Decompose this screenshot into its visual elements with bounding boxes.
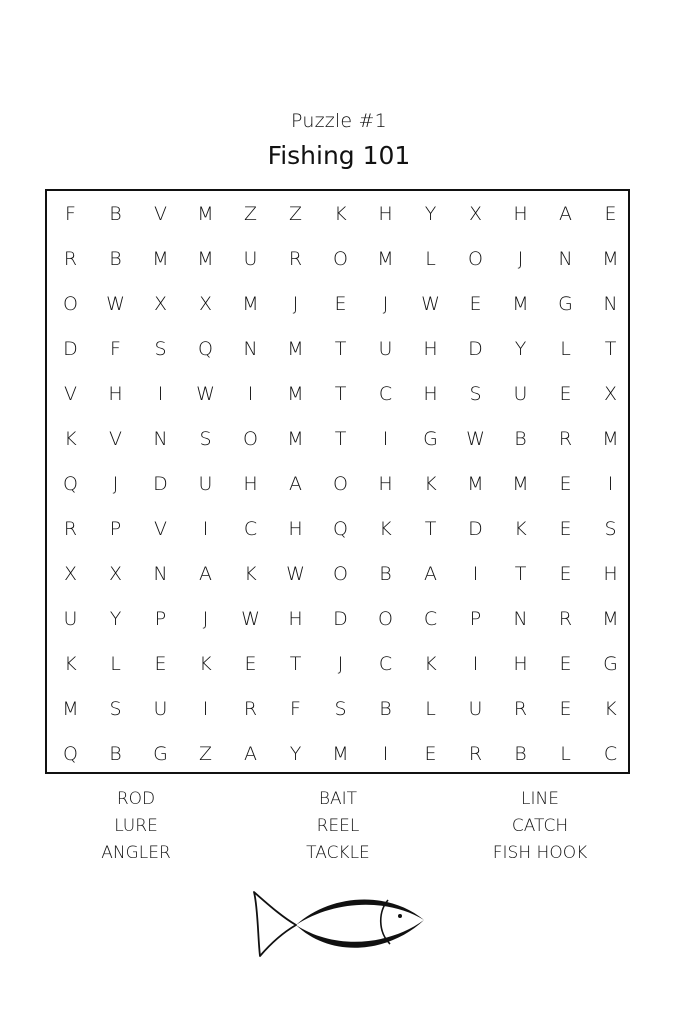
- word-list-item: TACKLE: [306, 843, 370, 863]
- grid-cell[interactable]: I: [472, 563, 479, 585]
- grid-cell[interactable]: Y: [424, 203, 437, 225]
- grid-cell[interactable]: U: [198, 473, 213, 495]
- grid-cell[interactable]: E: [559, 518, 572, 540]
- grid-cell[interactable]: G: [603, 653, 618, 675]
- grid-cell[interactable]: M: [377, 248, 394, 270]
- grid-cell[interactable]: M: [287, 428, 304, 450]
- grid-cell[interactable]: M: [332, 743, 349, 765]
- grid-cell[interactable]: R: [288, 248, 303, 270]
- grid-cell[interactable]: C: [378, 383, 393, 405]
- grid-cell[interactable]: E: [559, 473, 572, 495]
- grid-cell[interactable]: B: [379, 563, 392, 585]
- grid-cell[interactable]: E: [559, 653, 572, 675]
- grid-cell[interactable]: J: [382, 293, 389, 315]
- grid-cell[interactable]: I: [607, 473, 614, 495]
- grid-cell[interactable]: I: [247, 383, 254, 405]
- grid-cell[interactable]: G: [423, 428, 438, 450]
- grid-cell[interactable]: F: [65, 203, 76, 225]
- grid-cell[interactable]: P: [154, 608, 167, 630]
- grid-cell[interactable]: M: [602, 608, 619, 630]
- grid-cell[interactable]: E: [469, 293, 482, 315]
- grid-cell[interactable]: M: [242, 293, 259, 315]
- grid-cell[interactable]: O: [378, 608, 393, 630]
- grid-cell[interactable]: U: [243, 248, 258, 270]
- grid-cell[interactable]: J: [112, 473, 119, 495]
- grid-cell[interactable]: M: [287, 338, 304, 360]
- grid-cell[interactable]: X: [63, 563, 78, 585]
- grid-cell[interactable]: N: [243, 338, 258, 360]
- grid-cell[interactable]: J: [202, 608, 209, 630]
- grid-cell[interactable]: D: [468, 518, 483, 540]
- grid-cell[interactable]: D: [333, 608, 348, 630]
- grid-cell[interactable]: S: [604, 518, 617, 540]
- grid-cell[interactable]: N: [558, 248, 573, 270]
- grid-cell[interactable]: A: [199, 563, 212, 585]
- grid-cell[interactable]: M: [152, 248, 169, 270]
- grid-cell[interactable]: D: [63, 338, 78, 360]
- grid-cell[interactable]: E: [424, 743, 437, 765]
- grid-cell[interactable]: N: [603, 293, 618, 315]
- grid-cell[interactable]: E: [559, 563, 572, 585]
- word-list-item: ANGLER: [101, 843, 171, 863]
- grid-cell[interactable]: N: [513, 608, 528, 630]
- grid-cell[interactable]: I: [157, 383, 164, 405]
- grid-cell[interactable]: M: [197, 203, 214, 225]
- grid-cell[interactable]: Y: [514, 338, 527, 360]
- grid-cell[interactable]: Z: [288, 203, 303, 225]
- puzzle-number: Puzzle #1: [291, 110, 387, 132]
- grid-cell[interactable]: O: [333, 563, 348, 585]
- grid-cell[interactable]: H: [288, 518, 303, 540]
- grid-cell[interactable]: I: [382, 428, 389, 450]
- puzzle-title: Fishing 101: [267, 141, 411, 170]
- grid-cell[interactable]: O: [333, 473, 348, 495]
- grid-cell[interactable]: B: [379, 698, 392, 720]
- grid-cell[interactable]: H: [603, 563, 618, 585]
- grid-cell[interactable]: X: [468, 203, 483, 225]
- grid-cell[interactable]: R: [513, 698, 528, 720]
- grid-cell[interactable]: Q: [63, 473, 78, 495]
- grid-cell[interactable]: H: [288, 608, 303, 630]
- grid-cell[interactable]: Y: [109, 608, 122, 630]
- grid-cell[interactable]: G: [153, 743, 168, 765]
- grid-cell[interactable]: B: [109, 743, 122, 765]
- fish-icon: [250, 888, 430, 960]
- grid-cell[interactable]: H: [423, 383, 438, 405]
- grid-cell[interactable]: W: [286, 563, 305, 585]
- grid-cell[interactable]: F: [290, 698, 301, 720]
- grid-cell[interactable]: H: [243, 473, 258, 495]
- grid-cell[interactable]: T: [424, 518, 437, 540]
- grid-cell[interactable]: G: [558, 293, 573, 315]
- grid-cell[interactable]: W: [241, 608, 260, 630]
- grid-cell[interactable]: N: [153, 428, 168, 450]
- word-list-item: LINE: [521, 789, 559, 809]
- word-list-item: BAIT: [318, 789, 358, 809]
- grid-cell[interactable]: E: [154, 653, 167, 675]
- grid-cell[interactable]: B: [109, 248, 122, 270]
- grid-cell[interactable]: K: [424, 473, 437, 495]
- grid-cell[interactable]: R: [558, 608, 573, 630]
- grid-cell[interactable]: B: [109, 203, 122, 225]
- grid-cell[interactable]: Z: [198, 743, 213, 765]
- letter-grid: [45, 189, 630, 774]
- grid-cell[interactable]: U: [468, 698, 483, 720]
- grid-cell[interactable]: C: [423, 608, 438, 630]
- grid-cell[interactable]: M: [602, 248, 619, 270]
- grid-cell[interactable]: P: [109, 518, 122, 540]
- grid-cell[interactable]: I: [202, 698, 209, 720]
- grid-cell[interactable]: E: [604, 203, 617, 225]
- grid-cell[interactable]: P: [469, 608, 482, 630]
- grid-cell[interactable]: I: [382, 743, 389, 765]
- grid-cell[interactable]: M: [512, 293, 529, 315]
- grid-cell[interactable]: X: [153, 293, 168, 315]
- grid-cell[interactable]: R: [243, 698, 258, 720]
- grid-cell[interactable]: S: [469, 383, 482, 405]
- grid-cell[interactable]: Q: [198, 338, 213, 360]
- word-list-item: REEL: [316, 816, 360, 836]
- grid-cell[interactable]: E: [559, 698, 572, 720]
- grid-cell[interactable]: A: [289, 473, 302, 495]
- word-list-item: LURE: [114, 816, 158, 836]
- grid-cell[interactable]: S: [334, 698, 347, 720]
- grid-cell[interactable]: H: [513, 203, 528, 225]
- word-list-item: CATCH: [511, 816, 569, 836]
- grid-cell[interactable]: S: [109, 698, 122, 720]
- grid-cell[interactable]: J: [292, 293, 299, 315]
- grid-cell[interactable]: I: [472, 653, 479, 675]
- grid-cell[interactable]: O: [63, 293, 78, 315]
- grid-cell[interactable]: H: [378, 203, 393, 225]
- grid-cell[interactable]: L: [425, 248, 436, 270]
- grid-cell[interactable]: K: [64, 428, 77, 450]
- grid-cell[interactable]: W: [196, 383, 215, 405]
- grid-cell[interactable]: T: [604, 338, 617, 360]
- grid-cell[interactable]: J: [337, 653, 344, 675]
- grid-cell[interactable]: K: [379, 518, 392, 540]
- grid-cell[interactable]: R: [558, 428, 573, 450]
- grid-cell[interactable]: F: [110, 338, 121, 360]
- grid-cell[interactable]: O: [468, 248, 483, 270]
- grid-cell[interactable]: A: [244, 743, 257, 765]
- grid-cell[interactable]: S: [199, 428, 212, 450]
- grid-cell[interactable]: V: [154, 518, 167, 540]
- grid-cell[interactable]: M: [287, 383, 304, 405]
- grid-cell[interactable]: V: [64, 383, 77, 405]
- grid-cell[interactable]: L: [560, 338, 571, 360]
- grid-cell[interactable]: O: [243, 428, 258, 450]
- grid-cell[interactable]: V: [154, 203, 167, 225]
- grid-cell[interactable]: M: [197, 248, 214, 270]
- grid-cell[interactable]: C: [378, 653, 393, 675]
- grid-cell[interactable]: Y: [289, 743, 302, 765]
- grid-cell[interactable]: K: [424, 653, 437, 675]
- grid-cell[interactable]: H: [378, 473, 393, 495]
- grid-cell[interactable]: R: [468, 743, 483, 765]
- grid-cell[interactable]: W: [466, 428, 485, 450]
- grid-cell[interactable]: H: [423, 338, 438, 360]
- grid-cell[interactable]: R: [63, 248, 78, 270]
- grid-cell[interactable]: W: [106, 293, 125, 315]
- grid-cell[interactable]: C: [243, 518, 258, 540]
- grid-cell[interactable]: D: [468, 338, 483, 360]
- grid-cell[interactable]: H: [513, 653, 528, 675]
- grid-cell[interactable]: T: [289, 653, 302, 675]
- grid-cell[interactable]: K: [604, 698, 617, 720]
- grid-cell[interactable]: I: [202, 518, 209, 540]
- grid-cell[interactable]: K: [244, 563, 257, 585]
- grid-cell[interactable]: L: [110, 653, 121, 675]
- grid-cell[interactable]: T: [334, 338, 347, 360]
- grid-cell[interactable]: Q: [333, 518, 348, 540]
- grid-cell[interactable]: M: [467, 473, 484, 495]
- grid-cell[interactable]: N: [153, 563, 168, 585]
- grid-cell[interactable]: D: [153, 473, 168, 495]
- grid-cell[interactable]: L: [560, 743, 571, 765]
- grid-cell[interactable]: U: [153, 698, 168, 720]
- grid-cell[interactable]: X: [603, 383, 618, 405]
- grid-cell[interactable]: R: [63, 518, 78, 540]
- grid-cell[interactable]: X: [108, 563, 123, 585]
- grid-cell[interactable]: J: [517, 248, 524, 270]
- grid-cell[interactable]: A: [424, 563, 437, 585]
- grid-cell[interactable]: K: [199, 653, 212, 675]
- grid-cell[interactable]: M: [62, 698, 79, 720]
- word-list-item: ROD: [116, 789, 156, 809]
- grid-cell[interactable]: U: [63, 608, 78, 630]
- word-list-item: FISH HOOK: [492, 843, 588, 863]
- grid-cell[interactable]: E: [334, 293, 347, 315]
- grid-cell[interactable]: U: [378, 338, 393, 360]
- grid-cell[interactable]: B: [514, 428, 527, 450]
- grid-cell[interactable]: T: [334, 428, 347, 450]
- grid-cell[interactable]: X: [198, 293, 213, 315]
- grid-cell[interactable]: L: [425, 698, 436, 720]
- grid-cell[interactable]: Q: [63, 743, 78, 765]
- grid-cell[interactable]: M: [602, 428, 619, 450]
- grid-cell[interactable]: W: [421, 293, 440, 315]
- grid-cell[interactable]: C: [603, 743, 618, 765]
- grid-cell[interactable]: U: [513, 383, 528, 405]
- grid-cell[interactable]: Z: [243, 203, 258, 225]
- grid-cell[interactable]: M: [512, 473, 529, 495]
- grid-cell[interactable]: H: [108, 383, 123, 405]
- grid-cell[interactable]: K: [514, 518, 527, 540]
- grid-cell[interactable]: A: [559, 203, 572, 225]
- grid-cell[interactable]: E: [244, 653, 257, 675]
- grid-cell[interactable]: O: [333, 248, 348, 270]
- grid-cell[interactable]: T: [514, 563, 527, 585]
- grid-cell[interactable]: B: [514, 743, 527, 765]
- grid-cell[interactable]: S: [154, 338, 167, 360]
- grid-cell[interactable]: E: [559, 383, 572, 405]
- grid-cell[interactable]: K: [64, 653, 77, 675]
- grid-cell[interactable]: K: [334, 203, 347, 225]
- grid-cell[interactable]: V: [109, 428, 122, 450]
- grid-cell[interactable]: T: [334, 383, 347, 405]
